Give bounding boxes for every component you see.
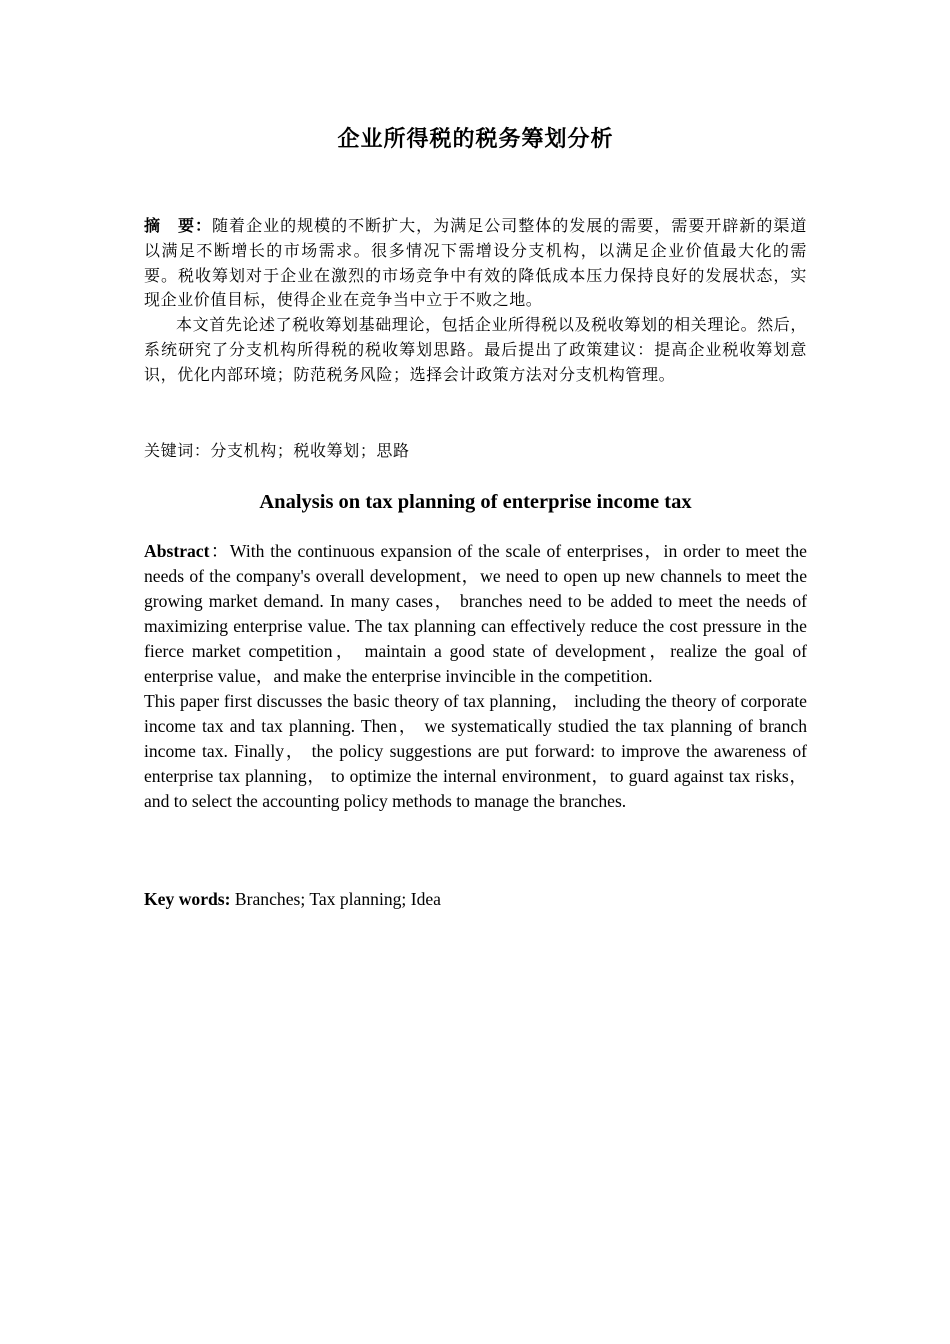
chinese-title: 企业所得税的税务筹划分析 (337, 127, 614, 152)
english-abstract (144, 539, 807, 814)
chinese-abstract-paragraph-2: 本文首先论述了税收筹划基础理论，包括企业所得税以及税收筹划的相关理论。然后，系统研究了分支机构所得税的税收筹划思路。最后提出了政策建议：提高企业税收筹划意识，优化内部环境；防范税务风险；选择会计政策方法对分支机构管理。 (144, 315, 807, 384)
chinese-abstract-paragraph-1 (144, 214, 807, 313)
english-abstract-label: Abstract (144, 541, 210, 561)
chinese-keywords (144, 439, 807, 463)
chinese-abstract-label: 摘 要： (144, 216, 213, 235)
english-abstract-paragraph-1 (144, 539, 807, 689)
chinese-abstract-text-1: 随着企业的规模的不断扩大，为满足公司整体的发展的需要，需要开辟新的渠道以满足不断增长的市场需求。很多情况下需增设分支机构，以满足企业价值最大化的需要。税收筹划对于企业在激烈的市场竞争中有效的降低成本压力保持良好的发展状态，实现企业价值目标，使得企业在竞争当中立于不败之地。 (144, 216, 807, 310)
chinese-keywords-text: ：分支机构；税收筹划；思路 (193, 441, 410, 460)
english-abstract-text-1: ：With the continuous expansion of the scale of enterprises，in order to meet the needs of the company's overall development，we need to open up new channels to meet the growing market demand. In many cases， branches need to be added to meet the needs of maximizing enterprise value. The tax planning can effectively reduce the cost pressure in the fierce market competition， maintain a good state of development，realize the goal of enterprise value，and make the enterprise invincible in the competition. (144, 541, 807, 686)
chinese-keywords-label: 关键词 (144, 441, 194, 460)
english-keywords (144, 887, 807, 912)
english-keywords-text: Branches; Tax planning; Idea (230, 889, 441, 909)
english-keywords-label: Key words: (144, 889, 231, 909)
chinese-abstract (144, 214, 807, 388)
english-title: Analysis on tax planning of enterprise income tax (259, 491, 692, 513)
english-abstract-paragraph-2: This paper first discusses the basic theory of tax planning， including the theory of corporate income tax and tax planning. Then， we systematically studied the tax planning of branch income tax. Finally， the policy suggestions are put forward: to improve the awareness of enterprise tax planning， to optimize the internal environment，to guard against tax risks，and to select the accounting policy methods to manage the branches. (144, 691, 807, 811)
